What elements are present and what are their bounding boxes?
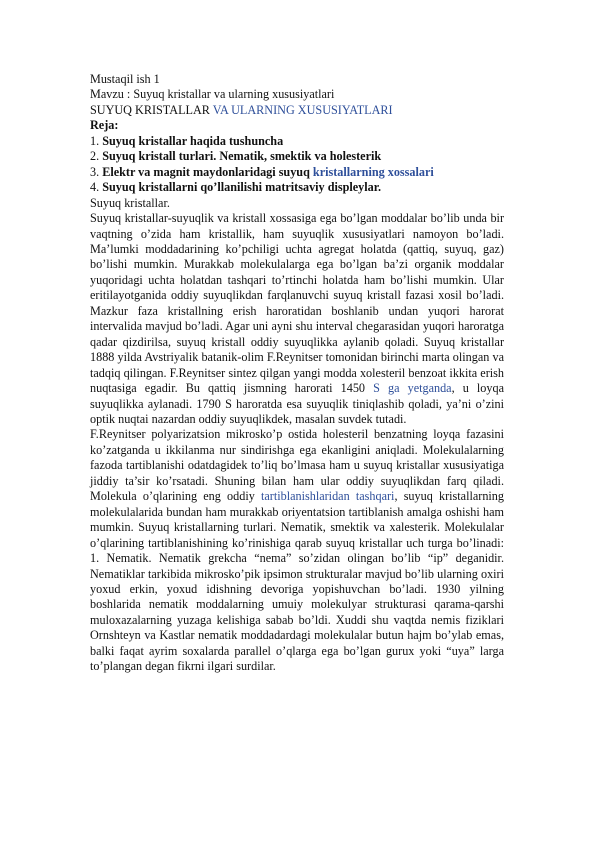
plan-item-text: Elektr va magnit maydonlaridagi suyuq (102, 164, 313, 179)
plan-item-number: 1. (90, 133, 103, 148)
plan-item-number: 4. (90, 180, 103, 195)
plan-item-text: Suyuq kristallar haqida tushuncha (102, 133, 284, 148)
paragraph-2-text: F.Reynitser polyarizatsion mikrosko’p ostida holesteril benzatning loyqa fazasini ko’zatganda u ikkilanma nur sindirishga ega ekanligini aniqladi. Molekulalarning fazoda tartiblanishi odatdagidek to’liq bo’lmasa ham u suyuq kristallar xususiyatiga jiddiy ta’sir ko’rsatadi. Shuning bilan ham ular oddiy suyuqlikdan farq qiladi. Molekula o’qlarining eng oddiy (90, 427, 504, 504)
section-label: Suyuq kristallar. (90, 195, 170, 210)
paragraph-2-link[interactable]: tartiblanishlaridan tashqari (261, 489, 395, 504)
plan-item (90, 180, 504, 195)
document-title (90, 103, 504, 118)
paragraph-1-link[interactable]: S ga yetganda (373, 381, 452, 396)
plan-item-number: 2. (90, 149, 103, 164)
plan-item-number: 3. (90, 164, 103, 179)
paragraph-2-text-end: , suyuq kristallarning molekulalarida bundan ham murakkab oriyentatsion tartiblanish amalga oshishi ham mumkin. Suyuq kristallarning turlari. Nematik, smektik va xalesterik. Molekulalar o’qlarining tartiblanishining ko’rinishiga qarab suyuq kristallar uch turga bo’linadi: 1. Nematik. Nematik grekcha “nema” so’zidan olingan bo’lib “ip” deganidir. Nematiklar tarkibida mikrosko’pik ipsimon strukturalar mavjud bo’lib ularning oxiri yoxud erkin, yoxud idishning devoriga yopishuvchan bo’ladi. 1930 yilning boshlarida nematik moddalarning umuiy molekulyar strukturasi qarama-qarshi muloxazalarning yuzaga kelishiga sabab bo’ldi. Xuddi shu vaqtda nemis fiziklari Ornshteyn va Kastlar nematik moddadardagi molekulalar butun hajm bo’ylab emas, balki faqat ayrim soxalarda parallel o’qlarga ega bo’lgan gurux yoki “uya” larga to’plangan degan fikrni ilgari surdilar. (90, 489, 504, 674)
paragraph-1-text-end: , u loyqa suyuqlikka aylanadi. 1790 S haroratda esa suyuqlik tiniqlashib qoladi, ya’ni o’zini optik nuqtai nazardan oddiy suyuqlikdek, masalan suvdek tutadi. (90, 381, 505, 426)
plan-item-text: Suyuq kristall turlari. Nematik, smektik va holesterik (102, 149, 382, 164)
plan-item (90, 149, 504, 164)
title-main: SUYUQ KRISTALLAR (90, 102, 213, 117)
plan-label: Reja: (90, 118, 119, 133)
document-page (90, 72, 504, 675)
paragraph-1 (90, 211, 504, 427)
document-topic: Mavzu : Suyuq kristallar va ularning xususiyatlari (90, 87, 335, 102)
plan-item-link[interactable]: kristallarning xossalari (312, 164, 434, 179)
paragraph-2 (90, 427, 504, 674)
title-link[interactable]: VA ULARNING XUSUSIYATLARI (212, 102, 393, 117)
document-heading: Mustaqil ish 1 (90, 72, 160, 86)
plan-item (90, 165, 504, 180)
plan-item-text: Suyuq kristallarni qo’llanilishi matritsaviy displeylar. (102, 180, 382, 195)
plan-item (90, 134, 504, 149)
paragraph-1-text: Suyuq kristallar-suyuqlik va kristall xossasiga ega bo’lgan moddalar bo’lib unda bir vaqtning o’zida ham kristallik, ham suyuqlik xususiyatlari namoyon bo’ladi. Ma’lumki moddadarining ko’pchiligi uchta agregat holatda (qattiq, suyuq, gaz) bo’lishi mumkin. Murakkab molekulalarga ega bo’lgan ba’zi organik moddalar yuqoridagi uchta holatdan tashqari to’rtinchi holatda ham bo’lishi mumkin. Ular eritilayotganida oddiy suyuqlikdan farqlanuvchi suyuq kristall fazasi xosil bo’ladi. Mazkur faza kristallning erish haroratidan boshlanib undan yuqori harorat intervalida mavjud bo’ladi. Agar uni ayni shu interval chegarasidan yuqori haroratga qadar qizdirilsa, suyuq kristall oddiy suyuqlikka aylanib qoladi. Suyuq kristallar 1888 yilda Avstriyalik batanik-olim F.Reynitser tomonidan birinchi marta olingan va tadqiq qilingan. F.Reynitser sintez qilgan yangi modda xolesteril benzoat ikkita erish nuqtasiga egadir. Bu qattiq jismning harorati 1450 (90, 211, 504, 396)
